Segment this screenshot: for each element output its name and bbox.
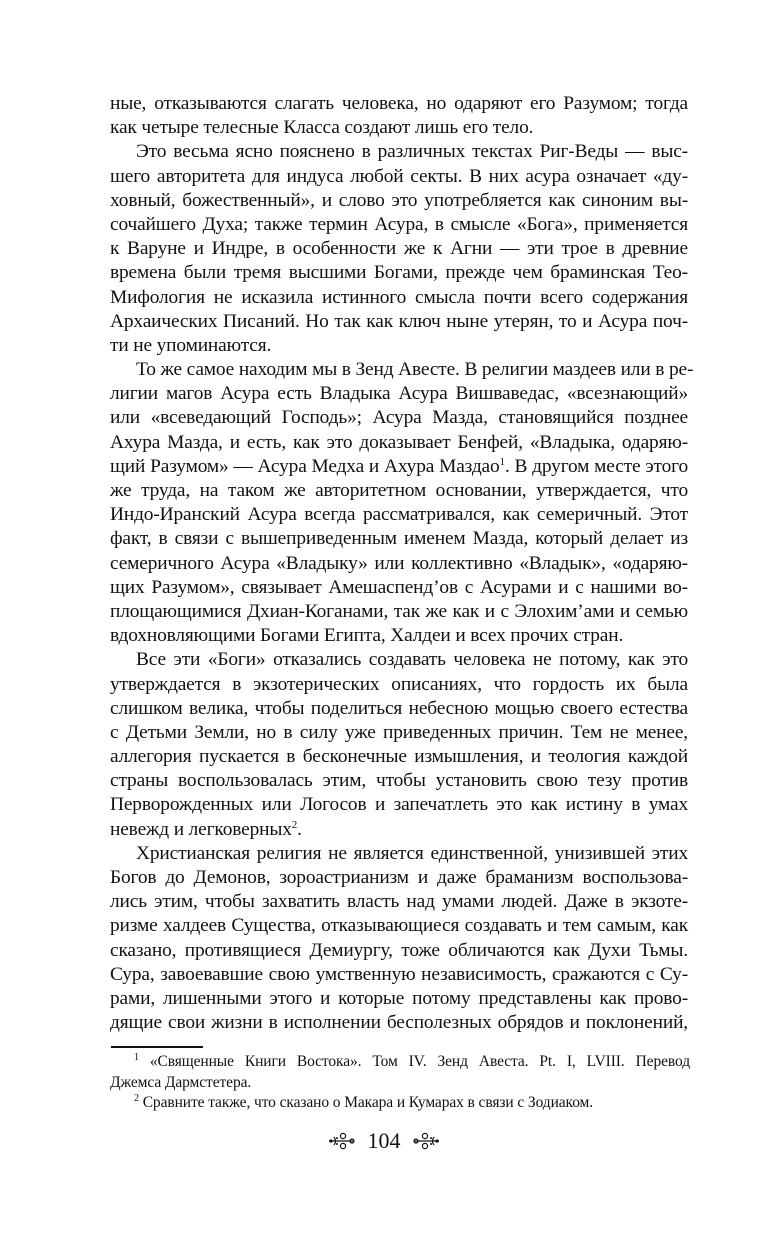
footnotes [110, 1052, 690, 1114]
footnote-1-line-1: $^1$ «Священные Книги Востока». Том IV. Зенд Авеста. Pt. I, LVIII. Перевод [134, 1052, 690, 1070]
body-text [110, 92, 694, 1035]
text-line: с Детьми Земли, но в силу уже приведенных причин. Тем не менее, [110, 721, 688, 743]
text-line: страны воспользовалась этим, чтобы установить свою тезу против [110, 770, 688, 792]
text-line: Христианская религия не является единственной, унизившей этих [136, 842, 688, 864]
footnote-marker: 2 [134, 1093, 139, 1104]
text-line: дящие свои жизни в исполнении бесполезных обрядов и поклонений, [110, 1012, 688, 1034]
text-line: ные, отказываются слагать человека, но одаряют его Разумом; тогда [110, 93, 688, 114]
text-line: утверждается в экзотерических описаниях, что гордость их была [110, 673, 688, 695]
text-line: как четыре телесные Класса создают лишь его тело. [110, 117, 534, 139]
text-line: лигии магов Асура есть Владыка Асура Вишваведас, «всезнающий» [110, 383, 688, 405]
text-line: Архаических Писаний. Но так как ключ ныне утерян, то и Асура поч- [110, 310, 688, 332]
text-line: ти не упоминаются. [110, 334, 272, 356]
text-line: ризме халдеев Существа, отказывающиеся создавать и тем самым, как [110, 915, 688, 937]
text-line: или «всеведающий Господь»; Асура Мазда, становящийся позднее [110, 407, 688, 429]
text-line: Ахура Мазда, и есть, как это доказывает Бенфей, «Владыка, одаряю- [110, 431, 688, 453]
footnote-rule [111, 1046, 203, 1048]
text-line: семеричного Асура «Владыку» или коллективно «Владык», «одаряю- [110, 552, 688, 574]
text-line: рами, лишенными этого и которые потому представлены как прово- [110, 987, 688, 1009]
text-line: Перворожденных или Логосов и запечатлеть это как истину в умах [110, 794, 688, 816]
page-folio [0, 1128, 768, 1154]
text-line: То же самое находим мы в Зенд Авесте. В религии маздеев или в ре- [136, 359, 694, 381]
text-line: факт, в связи с вышеприведенным именем Мазда, который делает из [110, 528, 688, 550]
text-line: сочайшего Духа; также термин Асура, в смысле «Бога», применяется [110, 213, 688, 235]
fleuron-right-icon [412, 1130, 440, 1148]
text-line: Индо-Иранский Асура всегда рассматривался, как семеричный. Этот [110, 504, 688, 526]
fleuron-left-icon [328, 1130, 356, 1148]
footnote-reference[interactable]: 1 [499, 455, 505, 468]
text-line: к Варуне и Индре, в особенности же к Агни — эти трое в древние [110, 238, 688, 260]
text-line: щий Разумом» — Асура Медха и Ахура Маздао$^1$. В другом месте этого [110, 455, 689, 477]
text-line: слишком велика, чтобы поделиться небесною мощью своего естества [110, 697, 688, 719]
text-line: невежд и легковерных$^2$. [110, 818, 302, 840]
text-line: ховный, божественный», и слово это употребляется как синоним вы- [110, 189, 688, 211]
text-line: Богов до Демонов, зороастрианизм и даже браманизм воспользова- [110, 867, 688, 888]
text-line: Все эти «Боги» отказались создавать человека не потому, как это [136, 649, 688, 671]
text-line: же труда, на таком же авторитетном основании, утверждается, что [110, 480, 688, 501]
text-line: Сура, завоевавшие свою умственную независимость, сражаются с Су- [110, 963, 688, 985]
text-line: площающимися Дхиан-Коганами, так же как и с Элохим’ами и семью [110, 600, 688, 622]
footnote-2-line-1: $^2$ Сравните также, что сказано о Макара и Кумарах в связи с Зодиаком. [134, 1093, 594, 1111]
text-line: лись этим, чтобы захватить власть над умами людей. Даже в экзоте- [110, 891, 688, 913]
text-line: Это весьма ясно пояснено в различных текстах Риг-Веды — выс- [136, 141, 688, 163]
text-line: сказано, противящиеся Демиургу, тоже обличаются как Духи Тьмы. [110, 939, 688, 961]
text-line: аллегория пускается в бесконечные измышления, и теология каждой [110, 746, 688, 768]
text-line: времена были тремя высшими Богами, прежде чем браминская Тео- [110, 262, 688, 284]
footnote-marker: 1 [134, 1052, 139, 1063]
text-line: вдохновляющими Богами Египта, Халдеи и всех прочих стран. [110, 625, 624, 647]
footnote-1-line-2: Джемса Дармстетера. [110, 1073, 252, 1091]
page-number: 104 [367, 1128, 401, 1153]
footnote-reference[interactable]: 2 [291, 818, 298, 831]
text-line: щих Разумом», связывает Амешаспенд’ов с Асурами и с нашими во- [110, 576, 688, 598]
text-line: шего авторитета для индуса любой секты. В них асура означает «ду- [110, 165, 688, 187]
text-line: Мифология не исказила истинного смысла почти всего содержания [110, 286, 688, 308]
